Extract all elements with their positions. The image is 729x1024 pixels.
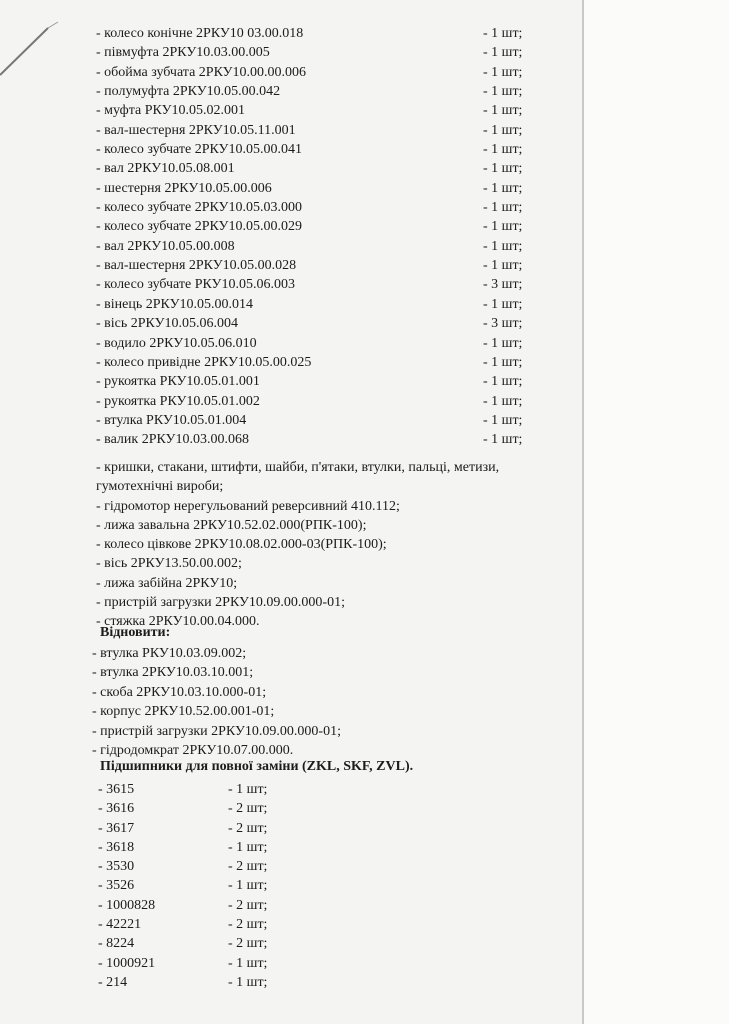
list-item: - скоба 2РКУ10.03.10.000-01;: [92, 684, 267, 700]
list-item: [96, 275, 566, 294]
table-row: [98, 934, 398, 953]
table-row: [98, 838, 398, 857]
table-row: [98, 915, 398, 934]
part-qty: - 1 шт;: [483, 64, 523, 80]
bearing-qty: - 2 шт;: [228, 897, 268, 913]
part-name: - водило 2РКУ10.05.06.010: [96, 335, 257, 351]
part-name: - обойма зубчата 2РКУ10.00.00.006: [96, 64, 307, 80]
list-item: [96, 159, 566, 178]
bearing-code: - 214: [98, 974, 128, 990]
part-name: - валик 2РКУ10.03.00.068: [96, 432, 249, 448]
bearing-code: - 3526: [98, 878, 135, 894]
bearings-heading: Підшипники для повної заміни (ZKL, SKF, ZVL).: [100, 759, 414, 774]
list-item: - стяжка 2РКУ10.00.04.000.: [96, 614, 260, 630]
bearing-qty: - 2 шт;: [228, 801, 268, 817]
list-item: - пристрій загрузки 2РКУ10.09.00.000-01;: [96, 595, 345, 611]
list-item: - корпус 2РКУ10.52.00.001-01;: [92, 704, 275, 720]
parts-list: [96, 24, 566, 450]
table-row: [98, 780, 398, 799]
part-name: - колесо зубчате РКУ10.05.06.003: [96, 277, 295, 293]
part-name: - колесо зубчате 2РКУ10.05.00.029: [96, 219, 302, 235]
list-item: - вісь 2РКУ13.50.00.002;: [96, 556, 242, 572]
part-qty: - 1 шт;: [483, 142, 523, 158]
part-name: - полумуфта 2РКУ10.05.00.042: [96, 84, 281, 100]
part-qty: - 1 шт;: [483, 238, 523, 254]
list-item: [96, 101, 566, 120]
list-item: [96, 295, 566, 314]
bearing-code: - 8224: [98, 936, 135, 952]
table-row: [98, 954, 398, 973]
list-item: [96, 256, 566, 275]
bearing-qty: - 1 шт;: [228, 955, 268, 971]
table-row: [98, 819, 398, 838]
bearing-code: - 3530: [98, 859, 135, 875]
bearing-code: - 3618: [98, 839, 135, 855]
restore-heading: Відновити:: [100, 625, 171, 640]
list-item: [96, 237, 566, 256]
list-item: [96, 353, 566, 372]
list-item: [96, 63, 566, 82]
part-qty: - 1 шт;: [483, 393, 523, 409]
bearing-qty: - 2 шт;: [228, 859, 268, 875]
part-name: - колесо привідне 2РКУ10.05.00.025: [96, 354, 312, 370]
list-item: - лижа завальна 2РКУ10.52.02.000(РПК-100);: [96, 517, 367, 533]
part-qty: - 1 шт;: [483, 296, 523, 312]
part-qty: - 1 шт;: [483, 335, 523, 351]
part-qty: - 3 шт;: [483, 316, 523, 332]
part-qty: - 1 шт;: [483, 122, 523, 138]
part-qty: - 1 шт;: [483, 432, 523, 448]
part-name: - вал 2РКУ10.05.00.008: [96, 238, 235, 254]
part-qty: - 1 шт;: [483, 84, 523, 100]
list-item: - лижа забійна 2РКУ10;: [96, 575, 238, 591]
part-qty: - 1 шт;: [483, 200, 523, 216]
folded-corner-mark: [0, 0, 60, 80]
list-item: - пристрій загрузки 2РКУ10.09.00.000-01;: [92, 723, 341, 739]
part-name: - півмуфта 2РКУ10.03.00.005: [96, 45, 270, 61]
part-qty: - 1 шт;: [483, 374, 523, 390]
bearing-qty: - 2 шт;: [228, 936, 268, 952]
table-row: [98, 896, 398, 915]
list-item: [96, 43, 566, 62]
scan-edge-line: [582, 0, 584, 1024]
list-item: - втулка 2РКУ10.03.10.001;: [92, 665, 254, 681]
restore-list: [92, 644, 562, 760]
bearing-qty: - 1 шт;: [228, 782, 268, 797]
bearing-code: - 3616: [98, 801, 135, 817]
bearing-code: - 3615: [98, 782, 135, 797]
table-row: [98, 973, 398, 992]
table-row: [98, 857, 398, 876]
list-item: [96, 334, 566, 353]
bearing-qty: - 1 шт;: [228, 878, 268, 894]
part-name: - рукоятка РКУ10.05.01.001: [96, 374, 260, 390]
bearing-code: - 3617: [98, 820, 135, 836]
bearing-code: - 42221: [98, 917, 142, 933]
part-name: - шестерня 2РКУ10.05.00.006: [96, 180, 272, 196]
table-row: [98, 876, 398, 895]
list-item: [96, 372, 566, 391]
part-name: - колесо зубчате 2РКУ10.05.00.041: [96, 142, 302, 158]
bearing-qty: - 2 шт;: [228, 917, 268, 933]
list-item: [96, 24, 566, 43]
list-item: [96, 179, 566, 198]
bearing-code: - 1000828: [98, 897, 156, 913]
list-item: - кришки, стакани, штифти, шайби, п'ятаки, втулки, пальці, метизи, гумотехнічні вироби;: [96, 460, 500, 495]
part-qty: - 1 шт;: [483, 258, 523, 274]
part-qty: - 1 шт;: [483, 103, 523, 119]
bearing-qty: - 1 шт;: [228, 839, 268, 855]
part-name: - вісь 2РКУ10.05.06.004: [96, 316, 239, 332]
part-qty: - 1 шт;: [483, 161, 523, 177]
part-qty: - 1 шт;: [483, 219, 523, 235]
part-name: - вал 2РКУ10.05.08.001: [96, 161, 235, 177]
page-margin-strip: [584, 0, 729, 1024]
part-qty: - 1 шт;: [483, 45, 523, 61]
list-item: [96, 314, 566, 333]
part-name: - вінець 2РКУ10.05.00.014: [96, 296, 254, 312]
part-name: - муфта РКУ10.05.02.001: [96, 103, 246, 119]
bearing-qty: - 2 шт;: [228, 820, 268, 836]
part-name: - колесо зубчате 2РКУ10.05.03.000: [96, 200, 302, 216]
bearing-code: - 1000921: [98, 955, 156, 971]
part-name: - рукоятка РКУ10.05.01.002: [96, 393, 260, 409]
list-item: [96, 121, 566, 140]
list-item: [96, 392, 566, 411]
bearings-list: [98, 780, 398, 992]
part-name: - вал-шестерня 2РКУ10.05.00.028: [96, 258, 297, 274]
part-qty: - 1 шт;: [483, 354, 523, 370]
part-qty: - 3 шт;: [483, 277, 523, 293]
list-item: - гідромотор нерегульований реверсивний 410.112;: [96, 498, 400, 514]
list-item: [96, 217, 566, 236]
list-item: - колесо цівкове 2РКУ10.08.02.000-03(РПК-100);: [96, 537, 387, 553]
list-item: [96, 198, 566, 217]
part-qty: - 1 шт;: [483, 180, 523, 196]
list-item: [96, 82, 566, 101]
list-item: [96, 140, 566, 159]
part-name: - колесо конічне 2РКУ10 03.00.018: [96, 26, 304, 41]
list-item: - втулка РКУ10.03.09.002;: [92, 646, 247, 661]
list-item: [96, 430, 566, 449]
bearing-qty: - 1 шт;: [228, 974, 268, 990]
list-item: - гідродомкрат 2РКУ10.07.00.000.: [92, 743, 294, 759]
list-item: [96, 411, 566, 430]
part-qty: - 1 шт;: [483, 26, 523, 41]
part-name: - вал-шестерня 2РКУ10.05.11.001: [96, 122, 296, 138]
table-row: [98, 799, 398, 818]
part-qty: - 1 шт;: [483, 412, 523, 428]
part-name: - втулка РКУ10.05.01.004: [96, 412, 247, 428]
misc-items-list: [96, 458, 576, 632]
